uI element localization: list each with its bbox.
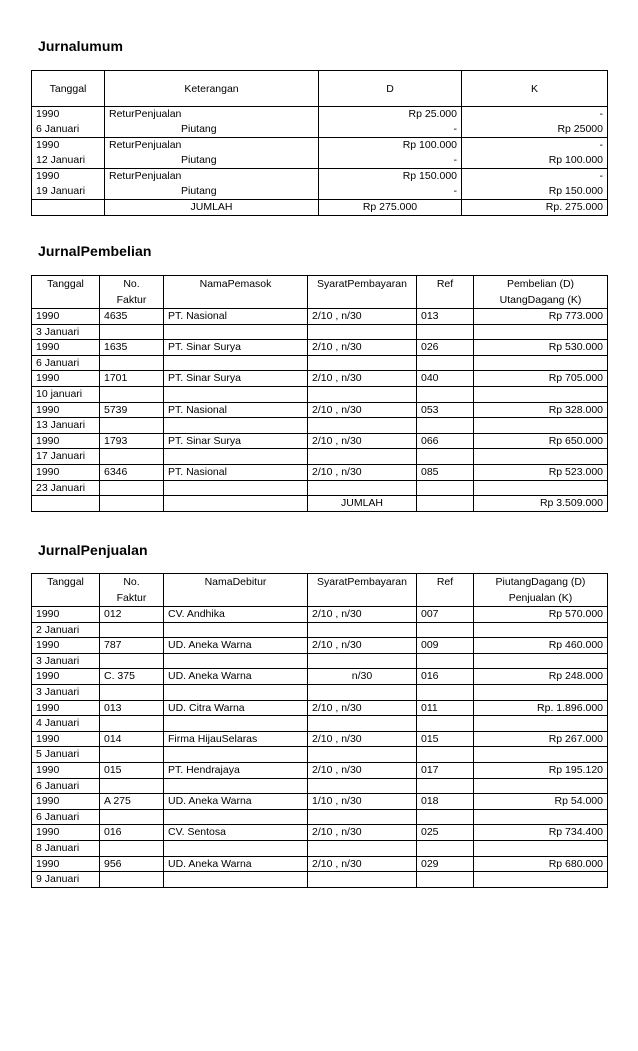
table-row [32, 324, 608, 340]
ref-cell: 007 [417, 607, 474, 623]
empty-cell [164, 496, 308, 512]
empty-cell [164, 480, 308, 496]
total-row [32, 200, 608, 216]
empty-cell [417, 449, 474, 465]
name-cell: UD. Aneka Warna [164, 794, 308, 810]
faktur-cell: 4635 [100, 309, 164, 325]
col-header-amount: PiutangDagang (D) Penjualan (K) [474, 574, 608, 607]
col-header-no-faktur: No. Faktur [100, 276, 164, 309]
empty-cell [417, 716, 474, 732]
ref-cell: 011 [417, 700, 474, 716]
table-row [32, 402, 608, 418]
empty-cell [100, 480, 164, 496]
empty-cell [164, 449, 308, 465]
faktur-cell: 013 [100, 700, 164, 716]
empty-cell [417, 747, 474, 763]
empty-cell [100, 872, 164, 888]
table-row [32, 794, 608, 810]
empty-cell [164, 840, 308, 856]
table-row [32, 355, 608, 371]
faktur-cell: 016 [100, 825, 164, 841]
faktur-cell: 012 [100, 607, 164, 623]
date-cell: 2 Januari [32, 622, 100, 638]
total-label: JUMLAH [105, 200, 319, 216]
faktur-cell: A 275 [100, 794, 164, 810]
name-cell: UD. Aneka Warna [164, 856, 308, 872]
year-cell: 1990 [32, 402, 100, 418]
year-cell: 1990 [32, 138, 105, 154]
name-cell: UD. Aneka Warna [164, 669, 308, 685]
debit-dash-cell: - [319, 184, 462, 200]
table-row [32, 856, 608, 872]
table-row [32, 371, 608, 387]
table-row [32, 107, 608, 123]
empty-cell [164, 809, 308, 825]
year-cell: 1990 [32, 433, 100, 449]
empty-cell [417, 684, 474, 700]
table-row [32, 607, 608, 623]
empty-cell [164, 872, 308, 888]
table-row [32, 309, 608, 325]
table-row [32, 386, 608, 402]
year-cell: 1990 [32, 794, 100, 810]
empty-cell [308, 653, 417, 669]
empty-cell [164, 418, 308, 434]
col-header-ref: Ref [417, 276, 474, 309]
ref-cell: 066 [417, 433, 474, 449]
kredit-account-cell: Piutang [105, 122, 319, 138]
amount-cell: Rp 248.000 [474, 669, 608, 685]
debit-account-cell: ReturPenjualan [105, 169, 319, 185]
kredit-dash-cell: - [462, 138, 608, 154]
date-cell: 17 Januari [32, 449, 100, 465]
empty-cell [417, 622, 474, 638]
debit-dash-cell: - [319, 153, 462, 169]
empty-cell [164, 386, 308, 402]
table-row [32, 669, 608, 685]
col-header-nama-pemasok: NamaPemasok [164, 276, 308, 309]
ref-cell: 017 [417, 762, 474, 778]
table-header-row [32, 71, 608, 107]
amount-cell: Rp 328.000 [474, 402, 608, 418]
empty-cell [100, 716, 164, 732]
empty-cell [417, 355, 474, 371]
name-cell: CV. Sentosa [164, 825, 308, 841]
empty-cell [474, 622, 608, 638]
name-cell: PT. Nasional [164, 464, 308, 480]
ref-cell: 025 [417, 825, 474, 841]
empty-cell [100, 496, 164, 512]
table-row [32, 716, 608, 732]
empty-cell [164, 778, 308, 794]
name-cell: PT. Sinar Surya [164, 340, 308, 356]
table-row [32, 809, 608, 825]
empty-cell [417, 653, 474, 669]
table-header-row [32, 574, 608, 607]
table-row [32, 684, 608, 700]
table-row [32, 778, 608, 794]
amount-cell: Rp 705.000 [474, 371, 608, 387]
ref-cell: 009 [417, 638, 474, 654]
kredit-account-cell: Piutang [105, 153, 319, 169]
empty-cell [100, 622, 164, 638]
empty-cell [308, 684, 417, 700]
empty-cell [474, 418, 608, 434]
table-row [32, 653, 608, 669]
empty-cell [308, 716, 417, 732]
name-cell: UD. Aneka Warna [164, 638, 308, 654]
year-cell: 1990 [32, 825, 100, 841]
faktur-cell: C. 375 [100, 669, 164, 685]
name-cell: UD. Citra Warna [164, 700, 308, 716]
syarat-cell: 1/10 , n/30 [308, 794, 417, 810]
table-row [32, 872, 608, 888]
empty-cell [417, 496, 474, 512]
year-cell: 1990 [32, 762, 100, 778]
empty-cell [474, 716, 608, 732]
year-cell: 1990 [32, 371, 100, 387]
col-header-debit: D [319, 71, 462, 107]
amount-cell: Rp 773.000 [474, 309, 608, 325]
empty-cell [308, 809, 417, 825]
faktur-cell: 5739 [100, 402, 164, 418]
jurnal-umum-title: Jurnalumum [38, 38, 124, 54]
empty-cell [164, 324, 308, 340]
date-cell: 6 Januari [32, 809, 100, 825]
empty-cell [417, 840, 474, 856]
year-cell: 1990 [32, 638, 100, 654]
syarat-cell: 2/10 , n/30 [308, 402, 417, 418]
amount-cell: Rp. 1.896.000 [474, 700, 608, 716]
year-cell: 1990 [32, 731, 100, 747]
col-header-syarat: SyaratPembayaran [308, 276, 417, 309]
kredit-amount-cell: Rp 25000 [462, 122, 608, 138]
syarat-cell: 2/10 , n/30 [308, 700, 417, 716]
date-cell: 10 januari [32, 386, 100, 402]
syarat-cell: 2/10 , n/30 [308, 464, 417, 480]
col-header-tanggal: Tanggal [32, 276, 100, 309]
empty-cell [417, 386, 474, 402]
ref-cell: 013 [417, 309, 474, 325]
col-header-tanggal: Tanggal [32, 574, 100, 607]
empty-cell [308, 778, 417, 794]
name-cell: PT. Hendrajaya [164, 762, 308, 778]
empty-cell [100, 747, 164, 763]
empty-cell [474, 778, 608, 794]
kredit-dash-cell: - [462, 169, 608, 185]
empty-cell [308, 418, 417, 434]
empty-cell [308, 840, 417, 856]
empty-cell [100, 386, 164, 402]
table-row [32, 731, 608, 747]
table-row [32, 169, 608, 185]
faktur-cell: 6346 [100, 464, 164, 480]
empty-cell [164, 684, 308, 700]
year-cell: 1990 [32, 700, 100, 716]
date-cell: 3 Januari [32, 324, 100, 340]
faktur-cell: 1635 [100, 340, 164, 356]
table-row [32, 747, 608, 763]
table-row [32, 762, 608, 778]
syarat-cell: 2/10 , n/30 [308, 825, 417, 841]
total-row [32, 496, 608, 512]
table-row [32, 418, 608, 434]
kredit-account-cell: Piutang [105, 184, 319, 200]
total-kredit: Rp. 275.000 [462, 200, 608, 216]
ref-cell: 029 [417, 856, 474, 872]
syarat-cell: 2/10 , n/30 [308, 638, 417, 654]
debit-amount-cell: Rp 25.000 [319, 107, 462, 123]
amount-cell: Rp 523.000 [474, 464, 608, 480]
table-row [32, 700, 608, 716]
jurnal-pembelian-table [31, 275, 608, 512]
year-cell: 1990 [32, 856, 100, 872]
empty-cell [32, 200, 105, 216]
debit-account-cell: ReturPenjualan [105, 107, 319, 123]
date-cell: 6 Januari [32, 778, 100, 794]
year-cell: 1990 [32, 169, 105, 185]
year-cell: 1990 [32, 607, 100, 623]
empty-cell [308, 747, 417, 763]
name-cell: CV. Andhika [164, 607, 308, 623]
empty-cell [164, 653, 308, 669]
empty-cell [32, 496, 100, 512]
empty-cell [100, 418, 164, 434]
empty-cell [100, 778, 164, 794]
empty-cell [164, 747, 308, 763]
date-cell: 5 Januari [32, 747, 100, 763]
total-debit: Rp 275.000 [319, 200, 462, 216]
kredit-amount-cell: Rp 150.000 [462, 184, 608, 200]
total-amount: Rp 3.509.000 [474, 496, 608, 512]
col-header-ref: Ref [417, 574, 474, 607]
ref-cell: 018 [417, 794, 474, 810]
total-label: JUMLAH [308, 496, 417, 512]
table-row [32, 449, 608, 465]
debit-dash-cell: - [319, 122, 462, 138]
amount-cell: Rp 54.000 [474, 794, 608, 810]
syarat-cell: 2/10 , n/30 [308, 856, 417, 872]
faktur-cell: 014 [100, 731, 164, 747]
table-row [32, 184, 608, 200]
amount-cell: Rp 734.400 [474, 825, 608, 841]
table-row [32, 433, 608, 449]
table-header-row [32, 276, 608, 309]
syarat-cell: 2/10 , n/30 [308, 309, 417, 325]
faktur-cell: 787 [100, 638, 164, 654]
ref-cell: 053 [417, 402, 474, 418]
ref-cell: 085 [417, 464, 474, 480]
table-row [32, 153, 608, 169]
table-row [32, 638, 608, 654]
empty-cell [417, 324, 474, 340]
empty-cell [474, 872, 608, 888]
amount-cell: Rp 460.000 [474, 638, 608, 654]
year-cell: 1990 [32, 107, 105, 123]
table-row [32, 622, 608, 638]
faktur-cell: 956 [100, 856, 164, 872]
empty-cell [417, 872, 474, 888]
empty-cell [417, 809, 474, 825]
syarat-cell: 2/10 , n/30 [308, 762, 417, 778]
ref-cell: 016 [417, 669, 474, 685]
date-cell: 19 Januari [32, 184, 105, 200]
name-cell: Firma HijauSelaras [164, 731, 308, 747]
empty-cell [100, 324, 164, 340]
year-cell: 1990 [32, 464, 100, 480]
date-cell: 6 Januari [32, 122, 105, 138]
jurnal-penjualan-table [31, 573, 608, 888]
empty-cell [474, 480, 608, 496]
col-header-kredit: K [462, 71, 608, 107]
empty-cell [164, 622, 308, 638]
faktur-cell: 015 [100, 762, 164, 778]
amount-cell: Rp 680.000 [474, 856, 608, 872]
empty-cell [417, 480, 474, 496]
date-cell: 3 Januari [32, 684, 100, 700]
col-header-amount: Pembelian (D) UtangDagang (K) [474, 276, 608, 309]
empty-cell [474, 809, 608, 825]
amount-cell: Rp 267.000 [474, 731, 608, 747]
syarat-cell: 2/10 , n/30 [308, 607, 417, 623]
col-header-syarat: SyaratPembayaran [308, 574, 417, 607]
kredit-dash-cell: - [462, 107, 608, 123]
empty-cell [474, 386, 608, 402]
col-header-no-faktur: No. Faktur [100, 574, 164, 607]
name-cell: PT. Sinar Surya [164, 433, 308, 449]
empty-cell [100, 809, 164, 825]
empty-cell [474, 355, 608, 371]
empty-cell [474, 324, 608, 340]
year-cell: 1990 [32, 669, 100, 685]
ref-cell: 026 [417, 340, 474, 356]
ref-cell: 040 [417, 371, 474, 387]
amount-cell: Rp 570.000 [474, 607, 608, 623]
col-header-keterangan: Keterangan [105, 71, 319, 107]
empty-cell [100, 684, 164, 700]
empty-cell [474, 449, 608, 465]
syarat-cell: n/30 [308, 669, 417, 685]
amount-cell: Rp 195.120 [474, 762, 608, 778]
date-cell: 12 Januari [32, 153, 105, 169]
empty-cell [100, 840, 164, 856]
empty-cell [308, 386, 417, 402]
syarat-cell: 2/10 , n/30 [308, 731, 417, 747]
date-cell: 3 Januari [32, 653, 100, 669]
syarat-cell: 2/10 , n/30 [308, 433, 417, 449]
debit-account-cell: ReturPenjualan [105, 138, 319, 154]
date-cell: 23 Januari [32, 480, 100, 496]
faktur-cell: 1793 [100, 433, 164, 449]
name-cell: PT. Nasional [164, 309, 308, 325]
empty-cell [474, 684, 608, 700]
empty-cell [164, 355, 308, 371]
jurnal-pembelian-title: JurnalPembelian [38, 243, 152, 259]
ref-cell: 015 [417, 731, 474, 747]
amount-cell: Rp 650.000 [474, 433, 608, 449]
empty-cell [308, 324, 417, 340]
date-cell: 9 Januari [32, 872, 100, 888]
year-cell: 1990 [32, 340, 100, 356]
table-row [32, 138, 608, 154]
empty-cell [308, 355, 417, 371]
table-row [32, 122, 608, 138]
empty-cell [100, 653, 164, 669]
debit-amount-cell: Rp 150.000 [319, 169, 462, 185]
debit-amount-cell: Rp 100.000 [319, 138, 462, 154]
empty-cell [417, 778, 474, 794]
name-cell: PT. Sinar Surya [164, 371, 308, 387]
table-row [32, 840, 608, 856]
empty-cell [474, 747, 608, 763]
syarat-cell: 2/10 , n/30 [308, 340, 417, 356]
empty-cell [308, 872, 417, 888]
table-row [32, 825, 608, 841]
empty-cell [308, 622, 417, 638]
empty-cell [474, 653, 608, 669]
table-row [32, 480, 608, 496]
empty-cell [164, 716, 308, 732]
year-cell: 1990 [32, 309, 100, 325]
empty-cell [308, 449, 417, 465]
empty-cell [100, 449, 164, 465]
name-cell: PT. Nasional [164, 402, 308, 418]
col-header-tanggal: Tanggal [32, 71, 105, 107]
jurnal-umum-table [31, 70, 608, 216]
faktur-cell: 1701 [100, 371, 164, 387]
date-cell: 13 Januari [32, 418, 100, 434]
syarat-cell: 2/10 , n/30 [308, 371, 417, 387]
empty-cell [308, 480, 417, 496]
date-cell: 8 Januari [32, 840, 100, 856]
jurnal-penjualan-title: JurnalPenjualan [38, 542, 148, 558]
date-cell: 4 Januari [32, 716, 100, 732]
date-cell: 6 Januari [32, 355, 100, 371]
kredit-amount-cell: Rp 100.000 [462, 153, 608, 169]
empty-cell [417, 418, 474, 434]
empty-cell [100, 355, 164, 371]
empty-cell [474, 840, 608, 856]
amount-cell: Rp 530.000 [474, 340, 608, 356]
table-row [32, 464, 608, 480]
table-row [32, 340, 608, 356]
col-header-nama-debitur: NamaDebitur [164, 574, 308, 607]
